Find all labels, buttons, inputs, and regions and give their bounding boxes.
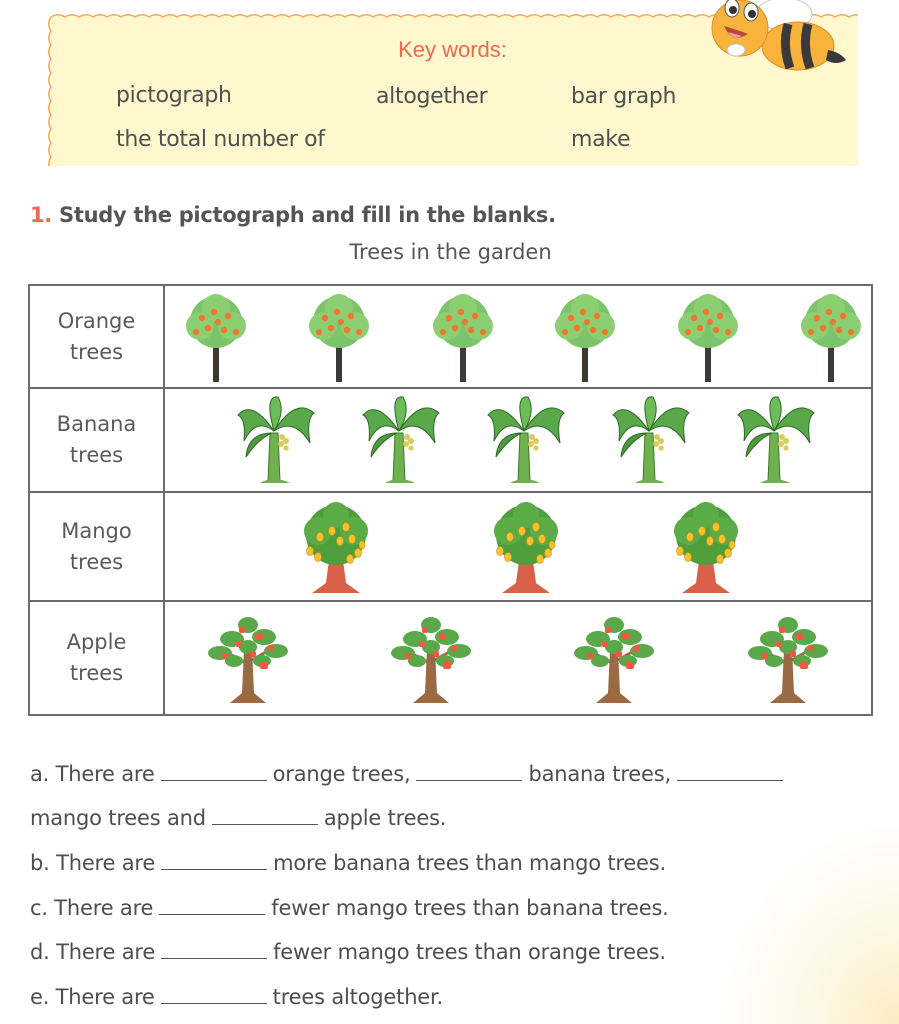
pictograph-table (28, 284, 873, 716)
bee-mascot-icon (706, 0, 856, 80)
apple-tree-icon (389, 613, 473, 709)
answer-blank[interactable] (416, 762, 522, 781)
key-word: the total number of (116, 127, 325, 152)
banana-tree-icon (359, 393, 443, 493)
mango-tree-icon (296, 501, 376, 599)
answer-blank[interactable] (161, 851, 267, 870)
row-label-line: Banana (56, 412, 137, 436)
orange-tree-icon (178, 292, 254, 388)
exercise-c (30, 896, 669, 920)
row-label (29, 388, 164, 492)
answer-blank[interactable] (159, 896, 265, 915)
orange-tree-icon (301, 292, 377, 388)
exercise-a-line2 (30, 806, 446, 830)
icon-cell (164, 492, 872, 601)
exercise-text: e. There are (30, 985, 155, 1009)
row-label-line: trees (69, 339, 124, 364)
exercise-a-line1 (30, 762, 789, 786)
icon-cell (164, 601, 872, 715)
exercise-text: more banana trees than mango trees. (273, 851, 666, 875)
exercise-text: d. There are (30, 940, 156, 964)
row-label-line: trees (69, 549, 124, 574)
exercise-text: mango trees and (30, 806, 206, 830)
answer-blank[interactable] (212, 806, 318, 825)
row-label-line: Orange (57, 308, 136, 333)
row-label-line: Apple (66, 630, 127, 654)
row-label-line: trees (69, 443, 124, 467)
exercise-text: fewer mango trees than banana trees. (271, 896, 669, 920)
answer-blank[interactable] (161, 762, 267, 781)
exercise-d (30, 940, 666, 964)
row-label-line: Mango (61, 518, 132, 543)
mango-tree-icon (486, 501, 566, 599)
banana-tree-icon (609, 393, 693, 493)
answer-blank[interactable] (161, 940, 267, 959)
exercise-text: trees altogether. (272, 985, 443, 1009)
icon-cell (164, 285, 872, 388)
exercise-e (30, 985, 443, 1009)
question-instruction: Study the pictograph and fill in the blanks. (59, 203, 556, 227)
banana-tree-icon (734, 393, 818, 493)
row-label (29, 285, 164, 388)
apple-tree-icon (206, 613, 290, 709)
row-label (29, 492, 164, 601)
orange-tree-icon (793, 292, 869, 388)
pictograph-row-apple (29, 601, 872, 715)
answer-blank[interactable] (161, 985, 267, 1004)
exercise-text: fewer mango trees than orange trees. (273, 940, 666, 964)
pictograph-row-orange (29, 285, 872, 388)
exercise-text: a. There are (30, 762, 155, 786)
key-words-title: Key words: (398, 37, 507, 62)
apple-tree-icon (572, 613, 656, 709)
exercise-b (30, 851, 666, 875)
pictograph-row-mango (29, 492, 872, 601)
icon-cell (164, 388, 872, 492)
orange-tree-icon (670, 292, 746, 388)
exercise-text: c. There are (30, 896, 154, 920)
question-number: 1. (30, 203, 52, 227)
banana-tree-icon (234, 393, 318, 493)
row-label-line: trees (69, 661, 124, 685)
apple-tree-icon (746, 613, 830, 709)
exercise-text: apple trees. (323, 806, 447, 830)
exercise-text: banana trees, (528, 762, 671, 786)
key-word: bar graph (571, 84, 677, 109)
pictograph-row-banana (29, 388, 872, 492)
key-word: pictograph (116, 83, 232, 108)
answer-blank[interactable] (677, 762, 783, 781)
banana-tree-icon (484, 393, 568, 493)
orange-tree-icon (425, 292, 501, 388)
pictograph-title: Trees in the garden (349, 240, 552, 264)
row-label (29, 601, 164, 715)
key-word: make (571, 127, 631, 152)
orange-tree-icon (547, 292, 623, 388)
exercise-text: b. There are (30, 851, 156, 875)
key-word: altogether (376, 84, 488, 109)
mango-tree-icon (666, 501, 746, 599)
exercise-text: orange trees, (272, 762, 411, 786)
question-title (30, 203, 556, 227)
